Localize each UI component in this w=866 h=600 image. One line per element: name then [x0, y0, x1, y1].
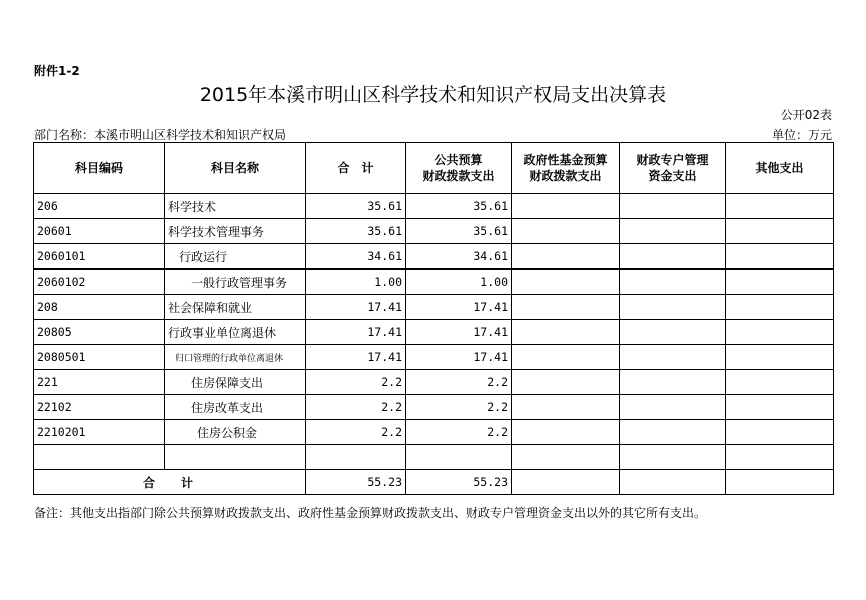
row-code: [34, 445, 165, 470]
row-special: [620, 345, 726, 370]
row-total: 17.41: [306, 295, 406, 320]
header-public-budget: [406, 143, 512, 194]
header-gov-fund: [512, 143, 620, 194]
row-special: [620, 395, 726, 420]
table-row: [34, 269, 834, 295]
row-fund: [512, 345, 620, 370]
row-other: [726, 219, 834, 244]
row-total: 2.2: [306, 370, 406, 395]
header-fund-line2: 财政拨款支出: [529, 169, 602, 183]
row-total: 17.41: [306, 345, 406, 370]
row-code: 2080501: [34, 345, 165, 370]
row-fund: [512, 244, 620, 270]
row-other: [726, 420, 834, 445]
table-row: [34, 219, 834, 244]
row-fund: [512, 420, 620, 445]
row-other: [726, 395, 834, 420]
row-public: 17.41: [406, 345, 512, 370]
table-sum-row: [34, 470, 834, 495]
header-code: 科目编码: [34, 143, 165, 194]
table-row-empty: [34, 445, 834, 470]
sum-label: 合计: [34, 470, 306, 495]
row-code: 206: [34, 194, 165, 219]
row-public: 35.61: [406, 219, 512, 244]
row-name: 住房保障支出: [165, 370, 306, 395]
row-special: [620, 295, 726, 320]
row-public: 35.61: [406, 194, 512, 219]
row-fund: [512, 370, 620, 395]
row-special: [620, 269, 726, 295]
page-title: 2015年本溪市明山区科学技术和知识产权局支出决算表: [199, 84, 667, 106]
row-code: 22102: [34, 395, 165, 420]
row-name: 科学技术: [165, 194, 306, 219]
footnote: 备注：其他支出指部门除公共预算财政拨款支出、政府性基金预算财政拨款支出、财政专户管理资金支出以外的其它所有支出。: [34, 506, 707, 520]
row-total: 17.41: [306, 320, 406, 345]
unit-label: 单位：万元: [771, 128, 832, 142]
header-total: 合 计: [306, 143, 406, 194]
row-name: 住房公积金: [165, 420, 306, 445]
table-header-row: [34, 143, 834, 194]
header-special-line1: 财政专户管理: [636, 153, 709, 167]
table-row: [34, 420, 834, 445]
row-total: [306, 445, 406, 470]
row-public: 2.2: [406, 370, 512, 395]
row-code: 2210201: [34, 420, 165, 445]
row-code: 208: [34, 295, 165, 320]
sum-total: 55.23: [306, 470, 406, 495]
row-name: 归口管理的行政单位离退休: [165, 345, 306, 370]
row-special: [620, 370, 726, 395]
row-other: [726, 269, 834, 295]
table-row: [34, 345, 834, 370]
row-name: 科学技术管理事务: [165, 219, 306, 244]
header-public-line2: 财政拨款支出: [422, 169, 495, 183]
row-total: 35.61: [306, 219, 406, 244]
row-code: 20601: [34, 219, 165, 244]
department-name: 部门名称：本溪市明山区科学技术和知识产权局: [34, 128, 287, 142]
row-special: [620, 420, 726, 445]
header-other: 其他支出: [726, 143, 834, 194]
sum-fund: [512, 470, 620, 495]
header-fund-line1: 政府性基金预算: [523, 153, 608, 167]
table-row: [34, 244, 834, 270]
row-special: [620, 244, 726, 270]
row-total: 34.61: [306, 244, 406, 270]
row-other: [726, 320, 834, 345]
row-code: 2060102: [34, 269, 165, 295]
table-row: [34, 295, 834, 320]
table-row: [34, 320, 834, 345]
row-name: 社会保障和就业: [165, 295, 306, 320]
row-name: 行政运行: [165, 244, 306, 270]
sum-public: 55.23: [406, 470, 512, 495]
row-public: 17.41: [406, 320, 512, 345]
row-total: 1.00: [306, 269, 406, 295]
row-total: 2.2: [306, 395, 406, 420]
row-public: 2.2: [406, 395, 512, 420]
row-code: 221: [34, 370, 165, 395]
form-code: 公开02表: [780, 108, 832, 122]
sum-special: [620, 470, 726, 495]
row-fund: [512, 320, 620, 345]
row-other: [726, 194, 834, 219]
row-special: [620, 320, 726, 345]
row-public: 1.00: [406, 269, 512, 295]
row-fund: [512, 194, 620, 219]
row-special: [620, 219, 726, 244]
row-other: [726, 295, 834, 320]
row-special: [620, 445, 726, 470]
row-other: [726, 244, 834, 270]
row-code: 2060101: [34, 244, 165, 270]
table-row: [34, 194, 834, 219]
row-public: 2.2: [406, 420, 512, 445]
row-other: [726, 445, 834, 470]
row-fund: [512, 445, 620, 470]
row-other: [726, 345, 834, 370]
header-special-line2: 资金支出: [648, 169, 697, 183]
row-public: 34.61: [406, 244, 512, 270]
row-public: [406, 445, 512, 470]
row-fund: [512, 219, 620, 244]
row-fund: [512, 269, 620, 295]
row-total: 35.61: [306, 194, 406, 219]
expenditure-table: [33, 142, 834, 495]
row-name: 住房改革支出: [165, 395, 306, 420]
header-public-line1: 公共预算: [434, 153, 483, 167]
table-row: [34, 395, 834, 420]
header-name: 科目名称: [165, 143, 306, 194]
row-fund: [512, 295, 620, 320]
row-total: 2.2: [306, 420, 406, 445]
row-public: 17.41: [406, 295, 512, 320]
row-name: 行政事业单位离退休: [165, 320, 306, 345]
table-row: [34, 370, 834, 395]
header-special-account: [620, 143, 726, 194]
row-special: [620, 194, 726, 219]
row-code: 20805: [34, 320, 165, 345]
row-fund: [512, 395, 620, 420]
attachment-label: 附件1-2: [34, 64, 80, 78]
sum-other: [726, 470, 834, 495]
row-other: [726, 370, 834, 395]
row-name: [165, 445, 306, 470]
row-name: 一般行政管理事务: [165, 269, 306, 295]
